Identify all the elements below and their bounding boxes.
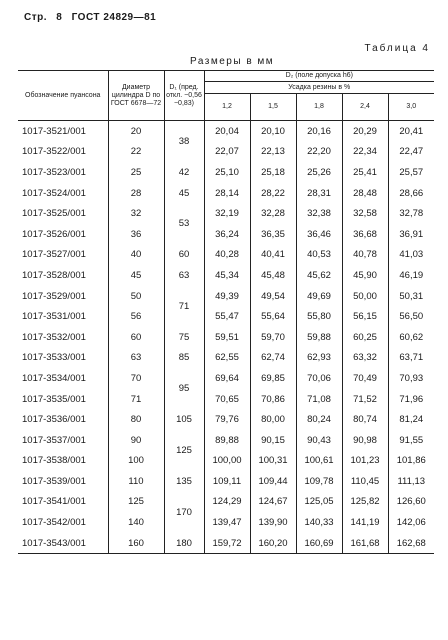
d2-value-cell: 22,47 bbox=[388, 142, 434, 163]
d2-value-cell: 40,28 bbox=[204, 245, 250, 266]
d2-value-cell: 28,14 bbox=[204, 183, 250, 204]
d2-value-cell: 36,68 bbox=[342, 224, 388, 245]
d1-cell: 45 bbox=[164, 183, 204, 204]
shrinkage-header: 2,4 bbox=[342, 94, 388, 121]
designation-cell: 1017-3543/001 bbox=[18, 533, 108, 554]
designation-cell: 1017-3535/001 bbox=[18, 389, 108, 410]
d2-value-cell: 109,11 bbox=[204, 471, 250, 492]
d2-value-cell: 28,66 bbox=[388, 183, 434, 204]
d2-value-cell: 56,15 bbox=[342, 306, 388, 327]
d1-cell: 53 bbox=[164, 203, 204, 244]
d2-value-cell: 124,67 bbox=[250, 492, 296, 513]
d1-cell: 63 bbox=[164, 265, 204, 286]
diameter-cell: 20 bbox=[108, 121, 164, 142]
diameter-cell: 80 bbox=[108, 409, 164, 430]
diameter-cell: 63 bbox=[108, 348, 164, 369]
diameter-cell: 125 bbox=[108, 492, 164, 513]
d2-value-cell: 70,93 bbox=[388, 368, 434, 389]
d2-value-cell: 25,26 bbox=[296, 162, 342, 183]
d2-value-cell: 109,78 bbox=[296, 471, 342, 492]
shrinkage-header: 3,0 bbox=[388, 94, 434, 121]
d1-cell: 75 bbox=[164, 327, 204, 348]
d2-value-cell: 25,57 bbox=[388, 162, 434, 183]
d1-cell: 85 bbox=[164, 348, 204, 369]
d2-value-cell: 160,20 bbox=[250, 533, 296, 554]
d2-value-cell: 71,52 bbox=[342, 389, 388, 410]
d2-value-cell: 62,93 bbox=[296, 348, 342, 369]
designation-cell: 1017-3521/001 bbox=[18, 121, 108, 142]
table-row bbox=[18, 451, 434, 472]
d2-value-cell: 56,50 bbox=[388, 306, 434, 327]
diameter-cell: 36 bbox=[108, 224, 164, 245]
table-caption: Таблица 4 bbox=[364, 43, 430, 54]
d2-value-cell: 71,96 bbox=[388, 389, 434, 410]
diameter-cell: 32 bbox=[108, 203, 164, 224]
d2-value-cell: 45,62 bbox=[296, 265, 342, 286]
d2-value-cell: 60,25 bbox=[342, 327, 388, 348]
designation-cell: 1017-3523/001 bbox=[18, 162, 108, 183]
d2-value-cell: 40,53 bbox=[296, 245, 342, 266]
d1-header: D₁ (пред. откл. −0,56 −0,83) bbox=[164, 71, 204, 121]
designation-cell: 1017-3541/001 bbox=[18, 492, 108, 513]
d2-value-cell: 22,07 bbox=[204, 142, 250, 163]
d1-cell: 38 bbox=[164, 121, 204, 163]
d2-value-cell: 45,34 bbox=[204, 265, 250, 286]
d1-cell: 95 bbox=[164, 368, 204, 409]
designation-cell: 1017-3522/001 bbox=[18, 142, 108, 163]
diameter-cell: 40 bbox=[108, 245, 164, 266]
d2-value-cell: 89,88 bbox=[204, 430, 250, 451]
d2-value-cell: 90,15 bbox=[250, 430, 296, 451]
d2-value-cell: 126,60 bbox=[388, 492, 434, 513]
d2-value-cell: 40,41 bbox=[250, 245, 296, 266]
d2-value-cell: 59,88 bbox=[296, 327, 342, 348]
d2-value-cell: 45,48 bbox=[250, 265, 296, 286]
d2-value-cell: 90,98 bbox=[342, 430, 388, 451]
d2-value-cell: 36,91 bbox=[388, 224, 434, 245]
d2-value-cell: 41,03 bbox=[388, 245, 434, 266]
d2-value-cell: 100,00 bbox=[204, 451, 250, 472]
d2-value-cell: 50,31 bbox=[388, 286, 434, 307]
diameter-cell: 60 bbox=[108, 327, 164, 348]
designation-cell: 1017-3536/001 bbox=[18, 409, 108, 430]
page-number: 8 bbox=[56, 12, 63, 23]
d2-value-cell: 160,69 bbox=[296, 533, 342, 554]
d2-value-cell: 124,29 bbox=[204, 492, 250, 513]
d2-value-cell: 90,43 bbox=[296, 430, 342, 451]
d2-value-cell: 36,24 bbox=[204, 224, 250, 245]
table-row bbox=[18, 306, 434, 327]
d1-cell: 42 bbox=[164, 162, 204, 183]
d2-value-cell: 46,19 bbox=[388, 265, 434, 286]
d2-value-cell: 20,16 bbox=[296, 121, 342, 142]
diameter-cell: 45 bbox=[108, 265, 164, 286]
d2-value-cell: 91,55 bbox=[388, 430, 434, 451]
table-row bbox=[18, 121, 434, 142]
diameter-cell: 70 bbox=[108, 368, 164, 389]
page-header bbox=[24, 12, 162, 23]
d1-cell: 105 bbox=[164, 409, 204, 430]
table-row bbox=[18, 409, 434, 430]
d1-cell: 60 bbox=[164, 245, 204, 266]
table-row bbox=[18, 368, 434, 389]
diameter-cell: 50 bbox=[108, 286, 164, 307]
d2-value-cell: 36,46 bbox=[296, 224, 342, 245]
d2-value-cell: 49,54 bbox=[250, 286, 296, 307]
d2-value-cell: 71,08 bbox=[296, 389, 342, 410]
d2-value-cell: 70,86 bbox=[250, 389, 296, 410]
d2-value-cell: 25,18 bbox=[250, 162, 296, 183]
designation-cell: 1017-3527/001 bbox=[18, 245, 108, 266]
d2-value-cell: 70,65 bbox=[204, 389, 250, 410]
d2-value-cell: 81,24 bbox=[388, 409, 434, 430]
designation-cell: 1017-3539/001 bbox=[18, 471, 108, 492]
table-row bbox=[18, 512, 434, 533]
table-row bbox=[18, 327, 434, 348]
d2-value-cell: 141,19 bbox=[342, 512, 388, 533]
d1-cell: 135 bbox=[164, 471, 204, 492]
diameter-header: Диаметр цилиндра D по ГОСТ 6678—72 bbox=[108, 71, 164, 121]
d2-value-cell: 100,61 bbox=[296, 451, 342, 472]
d2-value-cell: 32,78 bbox=[388, 203, 434, 224]
d2-value-cell: 32,38 bbox=[296, 203, 342, 224]
d2-value-cell: 28,31 bbox=[296, 183, 342, 204]
d2-value-cell: 63,71 bbox=[388, 348, 434, 369]
d2-value-cell: 69,85 bbox=[250, 368, 296, 389]
diameter-cell: 110 bbox=[108, 471, 164, 492]
d2-value-cell: 100,31 bbox=[250, 451, 296, 472]
designation-header: Обозначение пуансона bbox=[18, 71, 108, 121]
table-row bbox=[18, 471, 434, 492]
designation-cell: 1017-3524/001 bbox=[18, 183, 108, 204]
d2-value-cell: 60,62 bbox=[388, 327, 434, 348]
d2-value-cell: 70,49 bbox=[342, 368, 388, 389]
designation-cell: 1017-3531/001 bbox=[18, 306, 108, 327]
d2-value-cell: 62,55 bbox=[204, 348, 250, 369]
d2-value-cell: 49,39 bbox=[204, 286, 250, 307]
d2-value-cell: 140,33 bbox=[296, 512, 342, 533]
d2-value-cell: 110,45 bbox=[342, 471, 388, 492]
diameter-cell: 140 bbox=[108, 512, 164, 533]
d2-value-cell: 79,76 bbox=[204, 409, 250, 430]
table-row bbox=[18, 245, 434, 266]
d2-value-cell: 125,05 bbox=[296, 492, 342, 513]
d2-value-cell: 20,29 bbox=[342, 121, 388, 142]
d2-value-cell: 162,68 bbox=[388, 533, 434, 554]
d2-value-cell: 161,68 bbox=[342, 533, 388, 554]
d2-value-cell: 101,86 bbox=[388, 451, 434, 472]
designation-cell: 1017-3533/001 bbox=[18, 348, 108, 369]
table-row bbox=[18, 265, 434, 286]
d2-value-cell: 101,23 bbox=[342, 451, 388, 472]
d2-value-cell: 70,06 bbox=[296, 368, 342, 389]
shrinkage-header: 1,5 bbox=[250, 94, 296, 121]
d2-value-cell: 20,04 bbox=[204, 121, 250, 142]
diameter-cell: 71 bbox=[108, 389, 164, 410]
d2-value-cell: 63,32 bbox=[342, 348, 388, 369]
d2-value-cell: 55,80 bbox=[296, 306, 342, 327]
table-row bbox=[18, 430, 434, 451]
d2-value-cell: 28,22 bbox=[250, 183, 296, 204]
d2-value-cell: 59,70 bbox=[250, 327, 296, 348]
d2-value-cell: 69,64 bbox=[204, 368, 250, 389]
table-row bbox=[18, 142, 434, 163]
shrinkage-header: 1,2 bbox=[204, 94, 250, 121]
d2-value-cell: 20,41 bbox=[388, 121, 434, 142]
d2-value-cell: 62,74 bbox=[250, 348, 296, 369]
d2-value-cell: 25,41 bbox=[342, 162, 388, 183]
diameter-cell: 25 bbox=[108, 162, 164, 183]
designation-cell: 1017-3528/001 bbox=[18, 265, 108, 286]
table-row bbox=[18, 203, 434, 224]
designation-cell: 1017-3537/001 bbox=[18, 430, 108, 451]
table-row bbox=[18, 348, 434, 369]
d2-value-cell: 25,10 bbox=[204, 162, 250, 183]
table-row bbox=[18, 286, 434, 307]
designation-cell: 1017-3532/001 bbox=[18, 327, 108, 348]
d2-value-cell: 80,74 bbox=[342, 409, 388, 430]
shrinkage-group-header: Усадка резины в % bbox=[204, 82, 434, 94]
sizes-caption: Размеры в мм bbox=[190, 56, 275, 67]
designation-cell: 1017-3538/001 bbox=[18, 451, 108, 472]
d2-value-cell: 59,51 bbox=[204, 327, 250, 348]
d2-value-cell: 22,13 bbox=[250, 142, 296, 163]
d2-value-cell: 40,78 bbox=[342, 245, 388, 266]
table-body bbox=[18, 121, 434, 554]
d1-cell: 71 bbox=[164, 286, 204, 327]
table-row bbox=[18, 492, 434, 513]
d2-value-cell: 80,24 bbox=[296, 409, 342, 430]
diameter-cell: 56 bbox=[108, 306, 164, 327]
d2-value-cell: 109,44 bbox=[250, 471, 296, 492]
d2-value-cell: 50,00 bbox=[342, 286, 388, 307]
d2-value-cell: 55,47 bbox=[204, 306, 250, 327]
table-row bbox=[18, 533, 434, 554]
d2-value-cell: 142,06 bbox=[388, 512, 434, 533]
d2-value-cell: 49,69 bbox=[296, 286, 342, 307]
d2-value-cell: 55,64 bbox=[250, 306, 296, 327]
d2-value-cell: 28,48 bbox=[342, 183, 388, 204]
diameter-cell: 160 bbox=[108, 533, 164, 554]
d2-value-cell: 36,35 bbox=[250, 224, 296, 245]
shrinkage-header: 1,8 bbox=[296, 94, 342, 121]
designation-cell: 1017-3529/001 bbox=[18, 286, 108, 307]
diameter-cell: 28 bbox=[108, 183, 164, 204]
d2-value-cell: 45,90 bbox=[342, 265, 388, 286]
d1-cell: 125 bbox=[164, 430, 204, 471]
d2-group-header: D₂ (поле допуска h6) bbox=[204, 71, 434, 82]
d1-cell: 170 bbox=[164, 492, 204, 533]
designation-cell: 1017-3534/001 bbox=[18, 368, 108, 389]
dimensions-table bbox=[18, 70, 434, 554]
diameter-cell: 22 bbox=[108, 142, 164, 163]
standard-code: ГОСТ 24829—81 bbox=[71, 12, 157, 23]
diameter-cell: 100 bbox=[108, 451, 164, 472]
d2-value-cell: 125,82 bbox=[342, 492, 388, 513]
designation-cell: 1017-3525/001 bbox=[18, 203, 108, 224]
d2-value-cell: 159,72 bbox=[204, 533, 250, 554]
table-row bbox=[18, 224, 434, 245]
d2-value-cell: 80,00 bbox=[250, 409, 296, 430]
diameter-cell: 90 bbox=[108, 430, 164, 451]
d2-value-cell: 139,47 bbox=[204, 512, 250, 533]
designation-cell: 1017-3542/001 bbox=[18, 512, 108, 533]
d2-value-cell: 32,19 bbox=[204, 203, 250, 224]
d2-value-cell: 20,10 bbox=[250, 121, 296, 142]
d1-cell: 180 bbox=[164, 533, 204, 554]
d2-value-cell: 32,28 bbox=[250, 203, 296, 224]
d2-value-cell: 111,13 bbox=[388, 471, 434, 492]
d2-value-cell: 22,34 bbox=[342, 142, 388, 163]
table-row bbox=[18, 183, 434, 204]
d2-value-cell: 139,90 bbox=[250, 512, 296, 533]
d2-value-cell: 32,58 bbox=[342, 203, 388, 224]
page-label: Стр. bbox=[24, 12, 48, 23]
table-row bbox=[18, 389, 434, 410]
d2-value-cell: 22,20 bbox=[296, 142, 342, 163]
table-row bbox=[18, 162, 434, 183]
designation-cell: 1017-3526/001 bbox=[18, 224, 108, 245]
